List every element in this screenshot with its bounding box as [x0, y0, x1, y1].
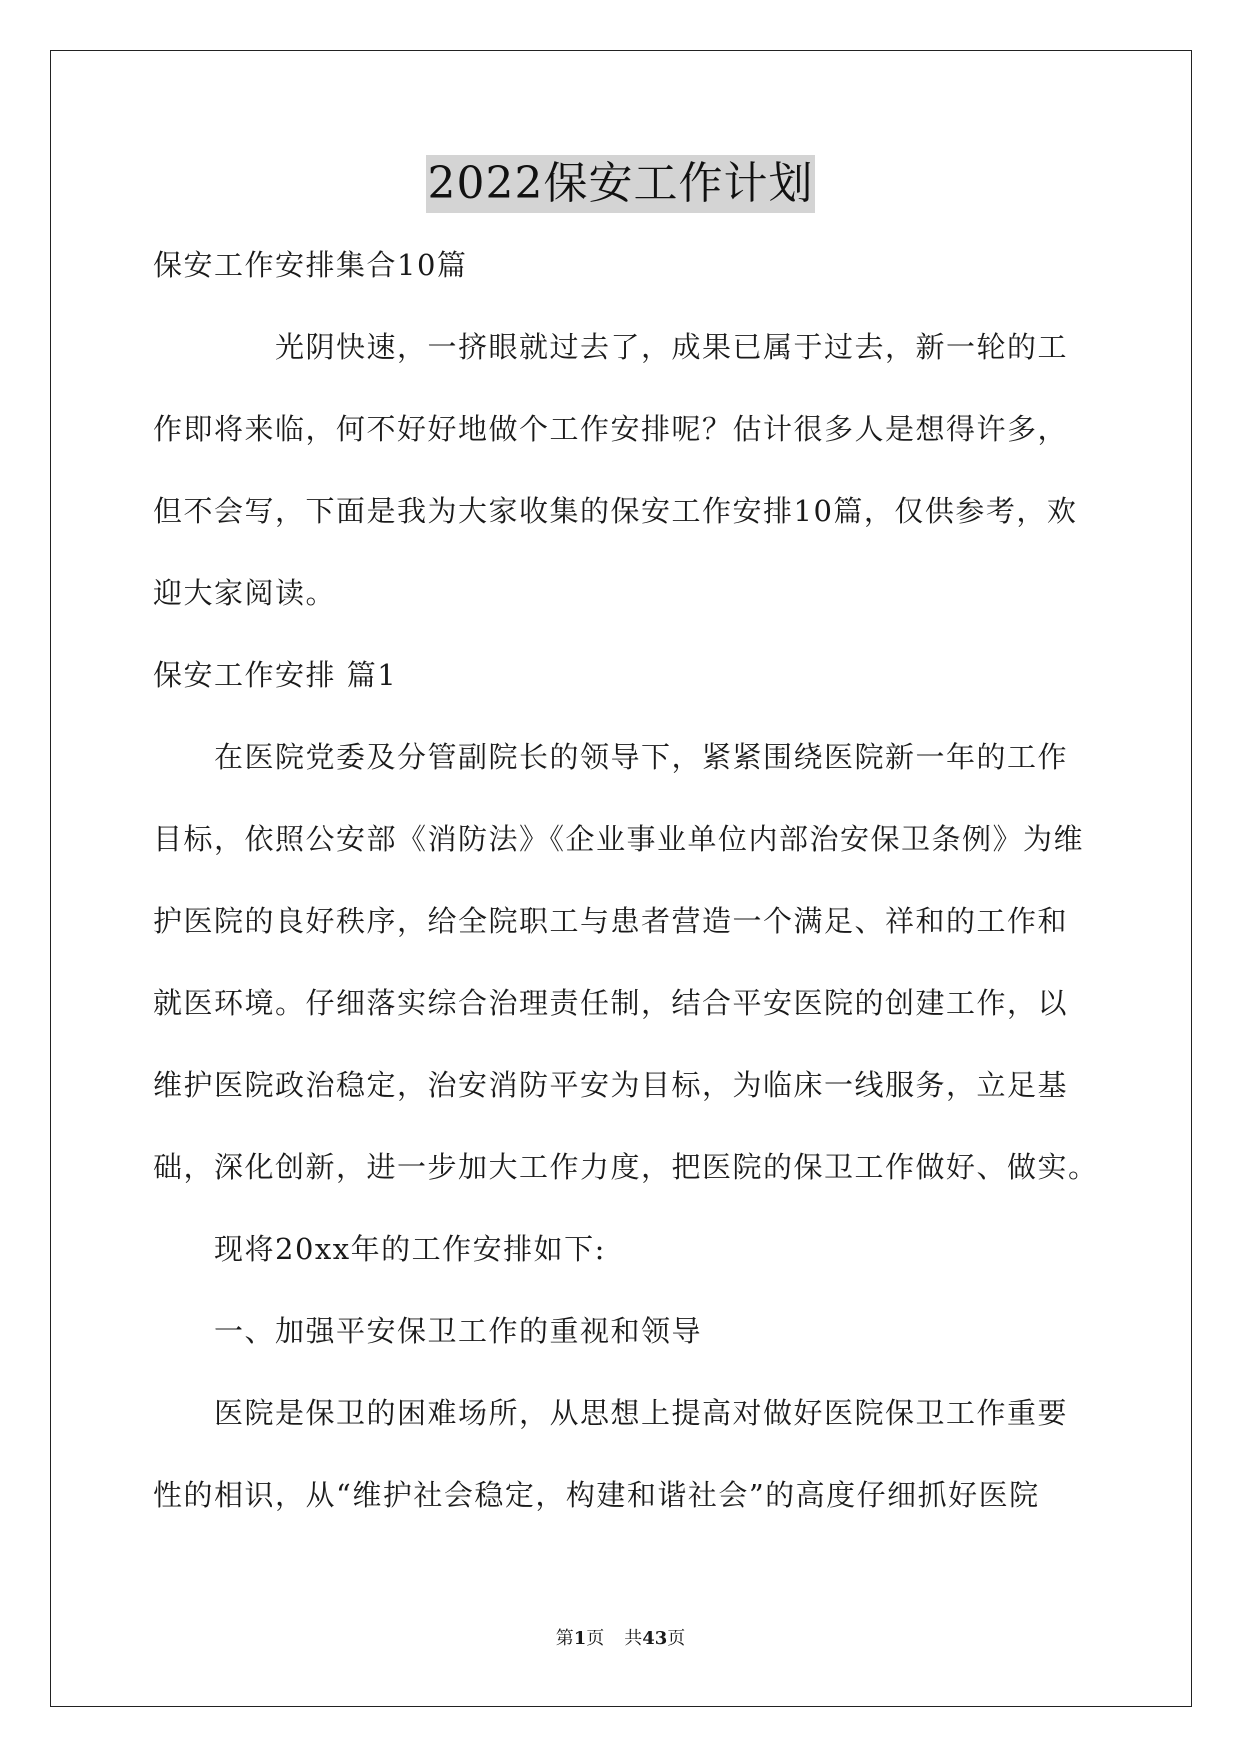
text-line: 但不会写，下面是我为大家收集的保安工作安排10篇，仅供参考，欢 [153, 494, 1078, 528]
title-container [0, 155, 1241, 213]
text-line: 作即将来临，何不好好地做个工作安排呢？估计很多人是想得许多， [153, 412, 1069, 446]
footer-page-unit: 页 [586, 1628, 605, 1649]
text-line: 一、加强平安保卫工作的重视和领导 [153, 1314, 703, 1348]
total-pages-number: 43 [642, 1628, 668, 1649]
text-line: 现将20xx年的工作安排如下: [153, 1232, 606, 1266]
footer-total-prefix: 共 [624, 1628, 643, 1649]
text-line: 迎大家阅读。 [153, 576, 337, 610]
page-footer [0, 1627, 1241, 1651]
text-line: 在医院党委及分管副院长的领导下，紧紧围绕医院新一年的工作 [153, 740, 1069, 774]
text-line: 目标，依照公安部《消防法》《企业事业单位内部治安保卫条例》为维 [153, 822, 1085, 856]
footer-total-unit: 页 [667, 1628, 686, 1649]
text-line: 护医院的良好秩序，给全院职工与患者营造一个满足、祥和的工作和 [153, 904, 1069, 938]
section-heading: 保安工作安排 篇1 [153, 658, 398, 692]
document-title: 2022保安工作计划 [426, 155, 816, 213]
text-line: 光阴快速，一挤眼就过去了，成果已属于过去，新一轮的工 [153, 330, 1069, 364]
text-line: 医院是保卫的困难场所，从思想上提高对做好医院保卫工作重要 [153, 1396, 1069, 1430]
text-line: 础，深化创新，进一步加大工作力度，把医院的保卫工作做好、做实。 [153, 1150, 1099, 1184]
current-page-number: 1 [573, 1628, 587, 1649]
text-line: 维护医院政治稳定，治安消防平安为目标，为临床一线服务，立足基 [153, 1068, 1069, 1102]
document-body [153, 224, 1099, 1536]
text-line: 性的相识，从“维护社会稳定，构建和谐社会”的高度仔细抓好医院 [153, 1478, 1040, 1512]
footer-prefix: 第 [555, 1628, 574, 1649]
text-line: 就医环境。仔细落实综合治理责任制，结合平安医院的创建工作，以 [153, 986, 1069, 1020]
text-line: 保安工作安排集合10篇 [153, 248, 468, 282]
